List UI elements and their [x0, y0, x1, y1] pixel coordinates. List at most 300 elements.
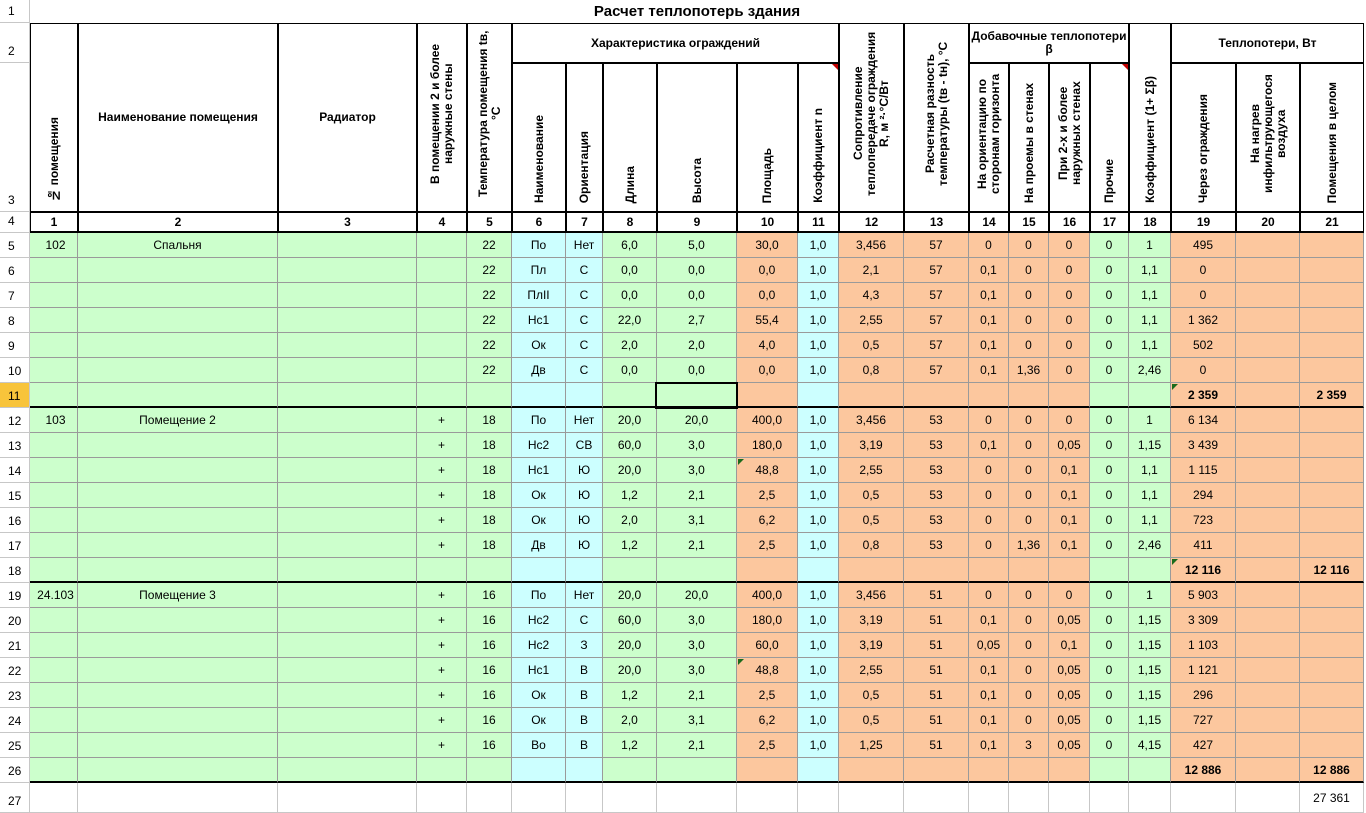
cell-21[interactable]: 12 886	[1300, 758, 1364, 783]
cell-10[interactable]: 0,0	[737, 283, 798, 308]
cell-3[interactable]	[278, 533, 417, 558]
cell-13[interactable]: 57	[904, 233, 969, 258]
cell-2[interactable]: Помещение 2	[78, 408, 278, 433]
cell-17[interactable]: 0	[1090, 258, 1129, 283]
cell-16[interactable]	[1049, 558, 1090, 583]
cell-14[interactable]: 0,1	[969, 358, 1009, 383]
cell-6[interactable]: По	[512, 583, 566, 608]
cell-7[interactable]: З	[566, 633, 603, 658]
cell-16[interactable]: 0,05	[1049, 658, 1090, 683]
cell-14[interactable]: 0	[969, 483, 1009, 508]
cell-5[interactable]: 16	[467, 633, 512, 658]
cell-1[interactable]	[30, 483, 78, 508]
cell-4[interactable]	[417, 758, 467, 783]
cell-3[interactable]	[278, 233, 417, 258]
cell-10[interactable]	[737, 383, 798, 408]
cell-3[interactable]	[278, 333, 417, 358]
cell-21[interactable]	[1300, 308, 1364, 333]
cell-20[interactable]	[1236, 633, 1300, 658]
cell-14[interactable]: 0	[969, 233, 1009, 258]
cell-15[interactable]: 0	[1009, 233, 1049, 258]
cell-10[interactable]: 4,0	[737, 333, 798, 358]
cell-7[interactable]: Ю	[566, 508, 603, 533]
cell-2[interactable]	[78, 258, 278, 283]
cell-1[interactable]	[30, 433, 78, 458]
cell-13[interactable]: 53	[904, 433, 969, 458]
cell-20[interactable]	[1236, 783, 1300, 813]
cell-21[interactable]	[1300, 458, 1364, 483]
cell-8[interactable]: 20,0	[603, 658, 657, 683]
cell-15[interactable]	[1009, 783, 1049, 813]
cell-2[interactable]	[78, 283, 278, 308]
cell-1[interactable]	[30, 558, 78, 583]
cell-14[interactable]	[969, 758, 1009, 783]
cell-11[interactable]: 1,0	[798, 458, 839, 483]
cell-5[interactable]: 18	[467, 458, 512, 483]
row-header[interactable]: 13	[0, 433, 30, 458]
cell-1[interactable]	[30, 508, 78, 533]
cell-6[interactable]: Ок	[512, 683, 566, 708]
row-header[interactable]: 24	[0, 708, 30, 733]
cell-4[interactable]	[417, 783, 467, 813]
cell-18[interactable]	[1129, 558, 1171, 583]
cell-17[interactable]: 0	[1090, 283, 1129, 308]
cell-16[interactable]: 0,05	[1049, 433, 1090, 458]
cell-7[interactable]: Нет	[566, 233, 603, 258]
cell-8[interactable]: 0,0	[603, 283, 657, 308]
cell-7[interactable]	[566, 558, 603, 583]
cell-16[interactable]: 0,1	[1049, 533, 1090, 558]
cell-2[interactable]	[78, 358, 278, 383]
cell-19[interactable]: 1 362	[1171, 308, 1236, 333]
cell-16[interactable]: 0,05	[1049, 608, 1090, 633]
row-header[interactable]: 6	[0, 258, 30, 283]
cell-5[interactable]: 16	[467, 583, 512, 608]
cell-1[interactable]	[30, 358, 78, 383]
cell-15[interactable]	[1009, 758, 1049, 783]
row-header[interactable]: 23	[0, 683, 30, 708]
cell-20[interactable]	[1236, 683, 1300, 708]
cell-12[interactable]	[839, 783, 904, 813]
cell-3[interactable]	[278, 483, 417, 508]
cell-7[interactable]: С	[566, 608, 603, 633]
cell-12[interactable]: 2,55	[839, 658, 904, 683]
cell-18[interactable]: 1,15	[1129, 433, 1171, 458]
cell-16[interactable]: 0	[1049, 358, 1090, 383]
cell-13[interactable]: 53	[904, 408, 969, 433]
cell-9[interactable]: 3,0	[657, 633, 737, 658]
cell-8[interactable]: 1,2	[603, 533, 657, 558]
cell-7[interactable]: Ю	[566, 533, 603, 558]
cell-13[interactable]: 57	[904, 258, 969, 283]
cell-15[interactable]: 0	[1009, 508, 1049, 533]
cell-18[interactable]: 1,15	[1129, 683, 1171, 708]
cell-21[interactable]	[1300, 283, 1364, 308]
row-header[interactable]: 16	[0, 508, 30, 533]
row-header[interactable]: 4	[0, 212, 30, 233]
cell-1[interactable]	[30, 458, 78, 483]
cell-14[interactable]: 0	[969, 508, 1009, 533]
cell-12[interactable]: 2,55	[839, 458, 904, 483]
cell-3[interactable]	[278, 358, 417, 383]
cell-2[interactable]	[78, 683, 278, 708]
cell-2[interactable]	[78, 783, 278, 813]
cell-1[interactable]	[30, 258, 78, 283]
cell-7[interactable]	[566, 758, 603, 783]
cell-20[interactable]	[1236, 658, 1300, 683]
cell-11[interactable]: 1,0	[798, 508, 839, 533]
cell-10[interactable]	[737, 558, 798, 583]
cell-6[interactable]: Дв	[512, 533, 566, 558]
cell-15[interactable]: 0	[1009, 658, 1049, 683]
cell-20[interactable]	[1236, 508, 1300, 533]
cell-16[interactable]: 0,1	[1049, 458, 1090, 483]
cell-11[interactable]: 1,0	[798, 633, 839, 658]
cell-11[interactable]: 1,0	[798, 358, 839, 383]
cell-2[interactable]	[78, 558, 278, 583]
cell-4[interactable]: +	[417, 683, 467, 708]
cell-14[interactable]: 0,1	[969, 433, 1009, 458]
cell-13[interactable]: 57	[904, 333, 969, 358]
row-header[interactable]: 14	[0, 458, 30, 483]
cell-8[interactable]	[603, 758, 657, 783]
cell-6[interactable]: Нс1	[512, 308, 566, 333]
cell-11[interactable]: 1,0	[798, 733, 839, 758]
cell-7[interactable]: В	[566, 683, 603, 708]
cell-8[interactable]: 2,0	[603, 333, 657, 358]
cell-17[interactable]: 0	[1090, 683, 1129, 708]
cell-18[interactable]: 1	[1129, 233, 1171, 258]
row-header[interactable]: 26	[0, 758, 30, 783]
cell-5[interactable]: 18	[467, 433, 512, 458]
cell-12[interactable]	[839, 758, 904, 783]
cell-20[interactable]	[1236, 283, 1300, 308]
cell-5[interactable]	[467, 783, 512, 813]
cell-10[interactable]: 2,5	[737, 683, 798, 708]
cell-1[interactable]	[30, 283, 78, 308]
cell-4[interactable]	[417, 233, 467, 258]
cell-13[interactable]: 51	[904, 583, 969, 608]
cell-6[interactable]	[512, 758, 566, 783]
cell-10[interactable]: 55,4	[737, 308, 798, 333]
cell-13[interactable]: 53	[904, 458, 969, 483]
cell-9[interactable]: 2,7	[657, 308, 737, 333]
cell-19[interactable]: 502	[1171, 333, 1236, 358]
cell-9[interactable]: 20,0	[657, 583, 737, 608]
cell-6[interactable]: Нс2	[512, 608, 566, 633]
cell-10[interactable]: 6,2	[737, 708, 798, 733]
cell-14[interactable]: 0	[969, 583, 1009, 608]
cell-19[interactable]: 723	[1171, 508, 1236, 533]
cell-11[interactable]	[798, 758, 839, 783]
cell-13[interactable]: 51	[904, 683, 969, 708]
cell-21[interactable]	[1300, 408, 1364, 433]
cell-18[interactable]: 1,1	[1129, 333, 1171, 358]
cell-4[interactable]	[417, 308, 467, 333]
cell-11[interactable]: 1,0	[798, 583, 839, 608]
cell-11[interactable]	[798, 558, 839, 583]
cell-16[interactable]: 0	[1049, 583, 1090, 608]
cell-2[interactable]	[78, 658, 278, 683]
cell-17[interactable]: 0	[1090, 533, 1129, 558]
cell-9[interactable]: 20,0	[657, 408, 737, 433]
cell-20[interactable]	[1236, 583, 1300, 608]
cell-18[interactable]: 1,15	[1129, 708, 1171, 733]
cell-4[interactable]: +	[417, 633, 467, 658]
cell-2[interactable]	[78, 433, 278, 458]
cell-14[interactable]: 0,1	[969, 283, 1009, 308]
cell-4[interactable]: +	[417, 658, 467, 683]
row-header[interactable]: 17	[0, 533, 30, 558]
row-header[interactable]: 9	[0, 333, 30, 358]
cell-16[interactable]: 0	[1049, 233, 1090, 258]
cell-12[interactable]: 2,55	[839, 308, 904, 333]
cell-12[interactable]: 0,5	[839, 708, 904, 733]
cell-4[interactable]	[417, 258, 467, 283]
cell-17[interactable]: 0	[1090, 733, 1129, 758]
cell-5[interactable]	[467, 383, 512, 408]
cell-21[interactable]	[1300, 683, 1364, 708]
cell-11[interactable]	[798, 783, 839, 813]
cell-6[interactable]: По	[512, 408, 566, 433]
cell-5[interactable]: 18	[467, 483, 512, 508]
cell-18[interactable]: 1,1	[1129, 258, 1171, 283]
cell-20[interactable]	[1236, 758, 1300, 783]
cell-9[interactable]: 3,0	[657, 458, 737, 483]
row-header[interactable]: 10	[0, 358, 30, 383]
cell-17[interactable]: 0	[1090, 708, 1129, 733]
cell-15[interactable]	[1009, 558, 1049, 583]
row-header[interactable]: 20	[0, 608, 30, 633]
cell-9[interactable]: 3,0	[657, 608, 737, 633]
cell-6[interactable]: Ок	[512, 508, 566, 533]
cell-2[interactable]	[78, 708, 278, 733]
cell-11[interactable]: 1,0	[798, 683, 839, 708]
cell-14[interactable]: 0,1	[969, 683, 1009, 708]
cell-4[interactable]: +	[417, 483, 467, 508]
cell-10[interactable]: 400,0	[737, 583, 798, 608]
cell-10[interactable]: 6,2	[737, 508, 798, 533]
row-header[interactable]: 21	[0, 633, 30, 658]
cell-15[interactable]: 0	[1009, 633, 1049, 658]
cell-7[interactable]: С	[566, 358, 603, 383]
cell-19[interactable]	[1171, 783, 1236, 813]
cell-17[interactable]: 0	[1090, 508, 1129, 533]
cell-5[interactable]: 18	[467, 533, 512, 558]
cell-15[interactable]: 0	[1009, 708, 1049, 733]
cell-19[interactable]: 727	[1171, 708, 1236, 733]
cell-5[interactable]: 22	[467, 283, 512, 308]
cell-12[interactable]	[839, 383, 904, 408]
cell-12[interactable]: 4,3	[839, 283, 904, 308]
cell-17[interactable]: 0	[1090, 408, 1129, 433]
cell-14[interactable]: 0,05	[969, 633, 1009, 658]
cell-13[interactable]	[904, 383, 969, 408]
cell-12[interactable]: 3,19	[839, 608, 904, 633]
cell-20[interactable]	[1236, 733, 1300, 758]
cell-17[interactable]: 0	[1090, 658, 1129, 683]
row-header[interactable]: 2	[0, 23, 30, 63]
cell-9[interactable]: 3,0	[657, 658, 737, 683]
cell-8[interactable]	[603, 783, 657, 813]
cell-1[interactable]	[30, 708, 78, 733]
cell-4[interactable]: +	[417, 733, 467, 758]
cell-3[interactable]	[278, 683, 417, 708]
cell-13[interactable]: 51	[904, 733, 969, 758]
cell-16[interactable]: 0	[1049, 258, 1090, 283]
cell-18[interactable]: 1,1	[1129, 483, 1171, 508]
cell-8[interactable]: 20,0	[603, 633, 657, 658]
cell-20[interactable]	[1236, 358, 1300, 383]
cell-4[interactable]	[417, 333, 467, 358]
cell-3[interactable]	[278, 458, 417, 483]
cell-6[interactable]: Дв	[512, 358, 566, 383]
row-header[interactable]: 22	[0, 658, 30, 683]
cell-9[interactable]	[657, 558, 737, 583]
cell-10[interactable]: 180,0	[737, 608, 798, 633]
cell-12[interactable]: 0,8	[839, 358, 904, 383]
cell-7[interactable]: Ю	[566, 483, 603, 508]
cell-3[interactable]	[278, 508, 417, 533]
cell-13[interactable]: 57	[904, 283, 969, 308]
cell-3[interactable]	[278, 583, 417, 608]
cell-21[interactable]	[1300, 233, 1364, 258]
cell-7[interactable]: С	[566, 283, 603, 308]
cell-13[interactable]: 53	[904, 483, 969, 508]
cell-2[interactable]: Помещение 3	[78, 583, 278, 608]
row-header[interactable]: 11	[0, 383, 30, 408]
cell-20[interactable]	[1236, 308, 1300, 333]
cell-8[interactable]: 0,0	[603, 258, 657, 283]
cell-18[interactable]: 1,15	[1129, 608, 1171, 633]
cell-18[interactable]: 1	[1129, 408, 1171, 433]
cell-11[interactable]: 1,0	[798, 308, 839, 333]
cell-13[interactable]: 51	[904, 608, 969, 633]
cell-12[interactable]: 3,456	[839, 408, 904, 433]
cell-8[interactable]: 20,0	[603, 458, 657, 483]
cell-11[interactable]: 1,0	[798, 708, 839, 733]
cell-17[interactable]: 0	[1090, 358, 1129, 383]
row-header[interactable]: 3	[0, 63, 30, 212]
cell-15[interactable]: 0	[1009, 583, 1049, 608]
cell-13[interactable]: 57	[904, 358, 969, 383]
cell-20[interactable]	[1236, 433, 1300, 458]
cell-10[interactable]: 2,5	[737, 733, 798, 758]
cell-5[interactable]: 16	[467, 683, 512, 708]
cell-15[interactable]: 0	[1009, 308, 1049, 333]
cell-2[interactable]	[78, 633, 278, 658]
row-header[interactable]: 15	[0, 483, 30, 508]
cell-8[interactable]	[603, 383, 657, 408]
cell-18[interactable]: 1,15	[1129, 658, 1171, 683]
cell-1[interactable]	[30, 633, 78, 658]
cell-20[interactable]	[1236, 458, 1300, 483]
cell-16[interactable]: 0,05	[1049, 733, 1090, 758]
cell-4[interactable]: +	[417, 433, 467, 458]
cell-21[interactable]	[1300, 658, 1364, 683]
cell-18[interactable]: 4,15	[1129, 733, 1171, 758]
cell-17[interactable]: 0	[1090, 483, 1129, 508]
cell-15[interactable]: 0	[1009, 458, 1049, 483]
cell-5[interactable]	[467, 558, 512, 583]
cell-10[interactable]: 48,8	[737, 658, 798, 683]
cell-19[interactable]: 0	[1171, 283, 1236, 308]
cell-3[interactable]	[278, 383, 417, 408]
cell-12[interactable]: 3,456	[839, 583, 904, 608]
cell-20[interactable]	[1236, 383, 1300, 408]
row-header[interactable]: 1	[0, 0, 30, 23]
cell-1[interactable]	[30, 308, 78, 333]
cell-3[interactable]	[278, 558, 417, 583]
cell-5[interactable]	[467, 758, 512, 783]
cell-6[interactable]: Ок	[512, 708, 566, 733]
cell-21[interactable]	[1300, 633, 1364, 658]
cell-3[interactable]	[278, 733, 417, 758]
cell-13[interactable]: 53	[904, 508, 969, 533]
cell-10[interactable]: 2,5	[737, 533, 798, 558]
cell-1[interactable]	[30, 758, 78, 783]
cell-18[interactable]: 2,46	[1129, 533, 1171, 558]
cell-8[interactable]	[603, 558, 657, 583]
cell-7[interactable]: В	[566, 733, 603, 758]
cell-7[interactable]: В	[566, 708, 603, 733]
cell-19[interactable]: 294	[1171, 483, 1236, 508]
cell-20[interactable]	[1236, 533, 1300, 558]
cell-1[interactable]	[30, 658, 78, 683]
cell-3[interactable]	[278, 658, 417, 683]
cell-1[interactable]: 24.103	[30, 583, 78, 608]
cell-3[interactable]	[278, 708, 417, 733]
cell-16[interactable]: 0,1	[1049, 508, 1090, 533]
row-header[interactable]: 5	[0, 233, 30, 258]
cell-5[interactable]: 18	[467, 508, 512, 533]
cell-14[interactable]: 0,1	[969, 708, 1009, 733]
cell-13[interactable]: 51	[904, 633, 969, 658]
cell-7[interactable]: С	[566, 333, 603, 358]
cell-12[interactable]: 1,25	[839, 733, 904, 758]
cell-2[interactable]	[78, 508, 278, 533]
cell-4[interactable]: +	[417, 533, 467, 558]
cell-7[interactable]: С	[566, 308, 603, 333]
cell-16[interactable]: 0,05	[1049, 683, 1090, 708]
cell-5[interactable]: 16	[467, 608, 512, 633]
cell-16[interactable]	[1049, 783, 1090, 813]
cell-16[interactable]	[1049, 758, 1090, 783]
cell-19[interactable]: 12 886	[1171, 758, 1236, 783]
cell-12[interactable]: 3,19	[839, 433, 904, 458]
cell-8[interactable]: 60,0	[603, 433, 657, 458]
cell-15[interactable]: 0	[1009, 683, 1049, 708]
cell-18[interactable]: 1,1	[1129, 508, 1171, 533]
cell-4[interactable]	[417, 358, 467, 383]
cell-18[interactable]	[1129, 783, 1171, 813]
cell-2[interactable]	[78, 308, 278, 333]
cell-6[interactable]: По	[512, 233, 566, 258]
cell-4[interactable]: +	[417, 408, 467, 433]
cell-8[interactable]: 20,0	[603, 408, 657, 433]
cell-17[interactable]: 0	[1090, 633, 1129, 658]
cell-5[interactable]: 16	[467, 708, 512, 733]
cell-14[interactable]: 0,1	[969, 733, 1009, 758]
cell-11[interactable]: 1,0	[798, 608, 839, 633]
cell-10[interactable]	[737, 758, 798, 783]
row-header[interactable]: 7	[0, 283, 30, 308]
cell-16[interactable]: 0	[1049, 333, 1090, 358]
cell-10[interactable]: 0,0	[737, 258, 798, 283]
cell-15[interactable]: 0	[1009, 408, 1049, 433]
cell-14[interactable]: 0	[969, 533, 1009, 558]
cell-6[interactable]	[512, 558, 566, 583]
